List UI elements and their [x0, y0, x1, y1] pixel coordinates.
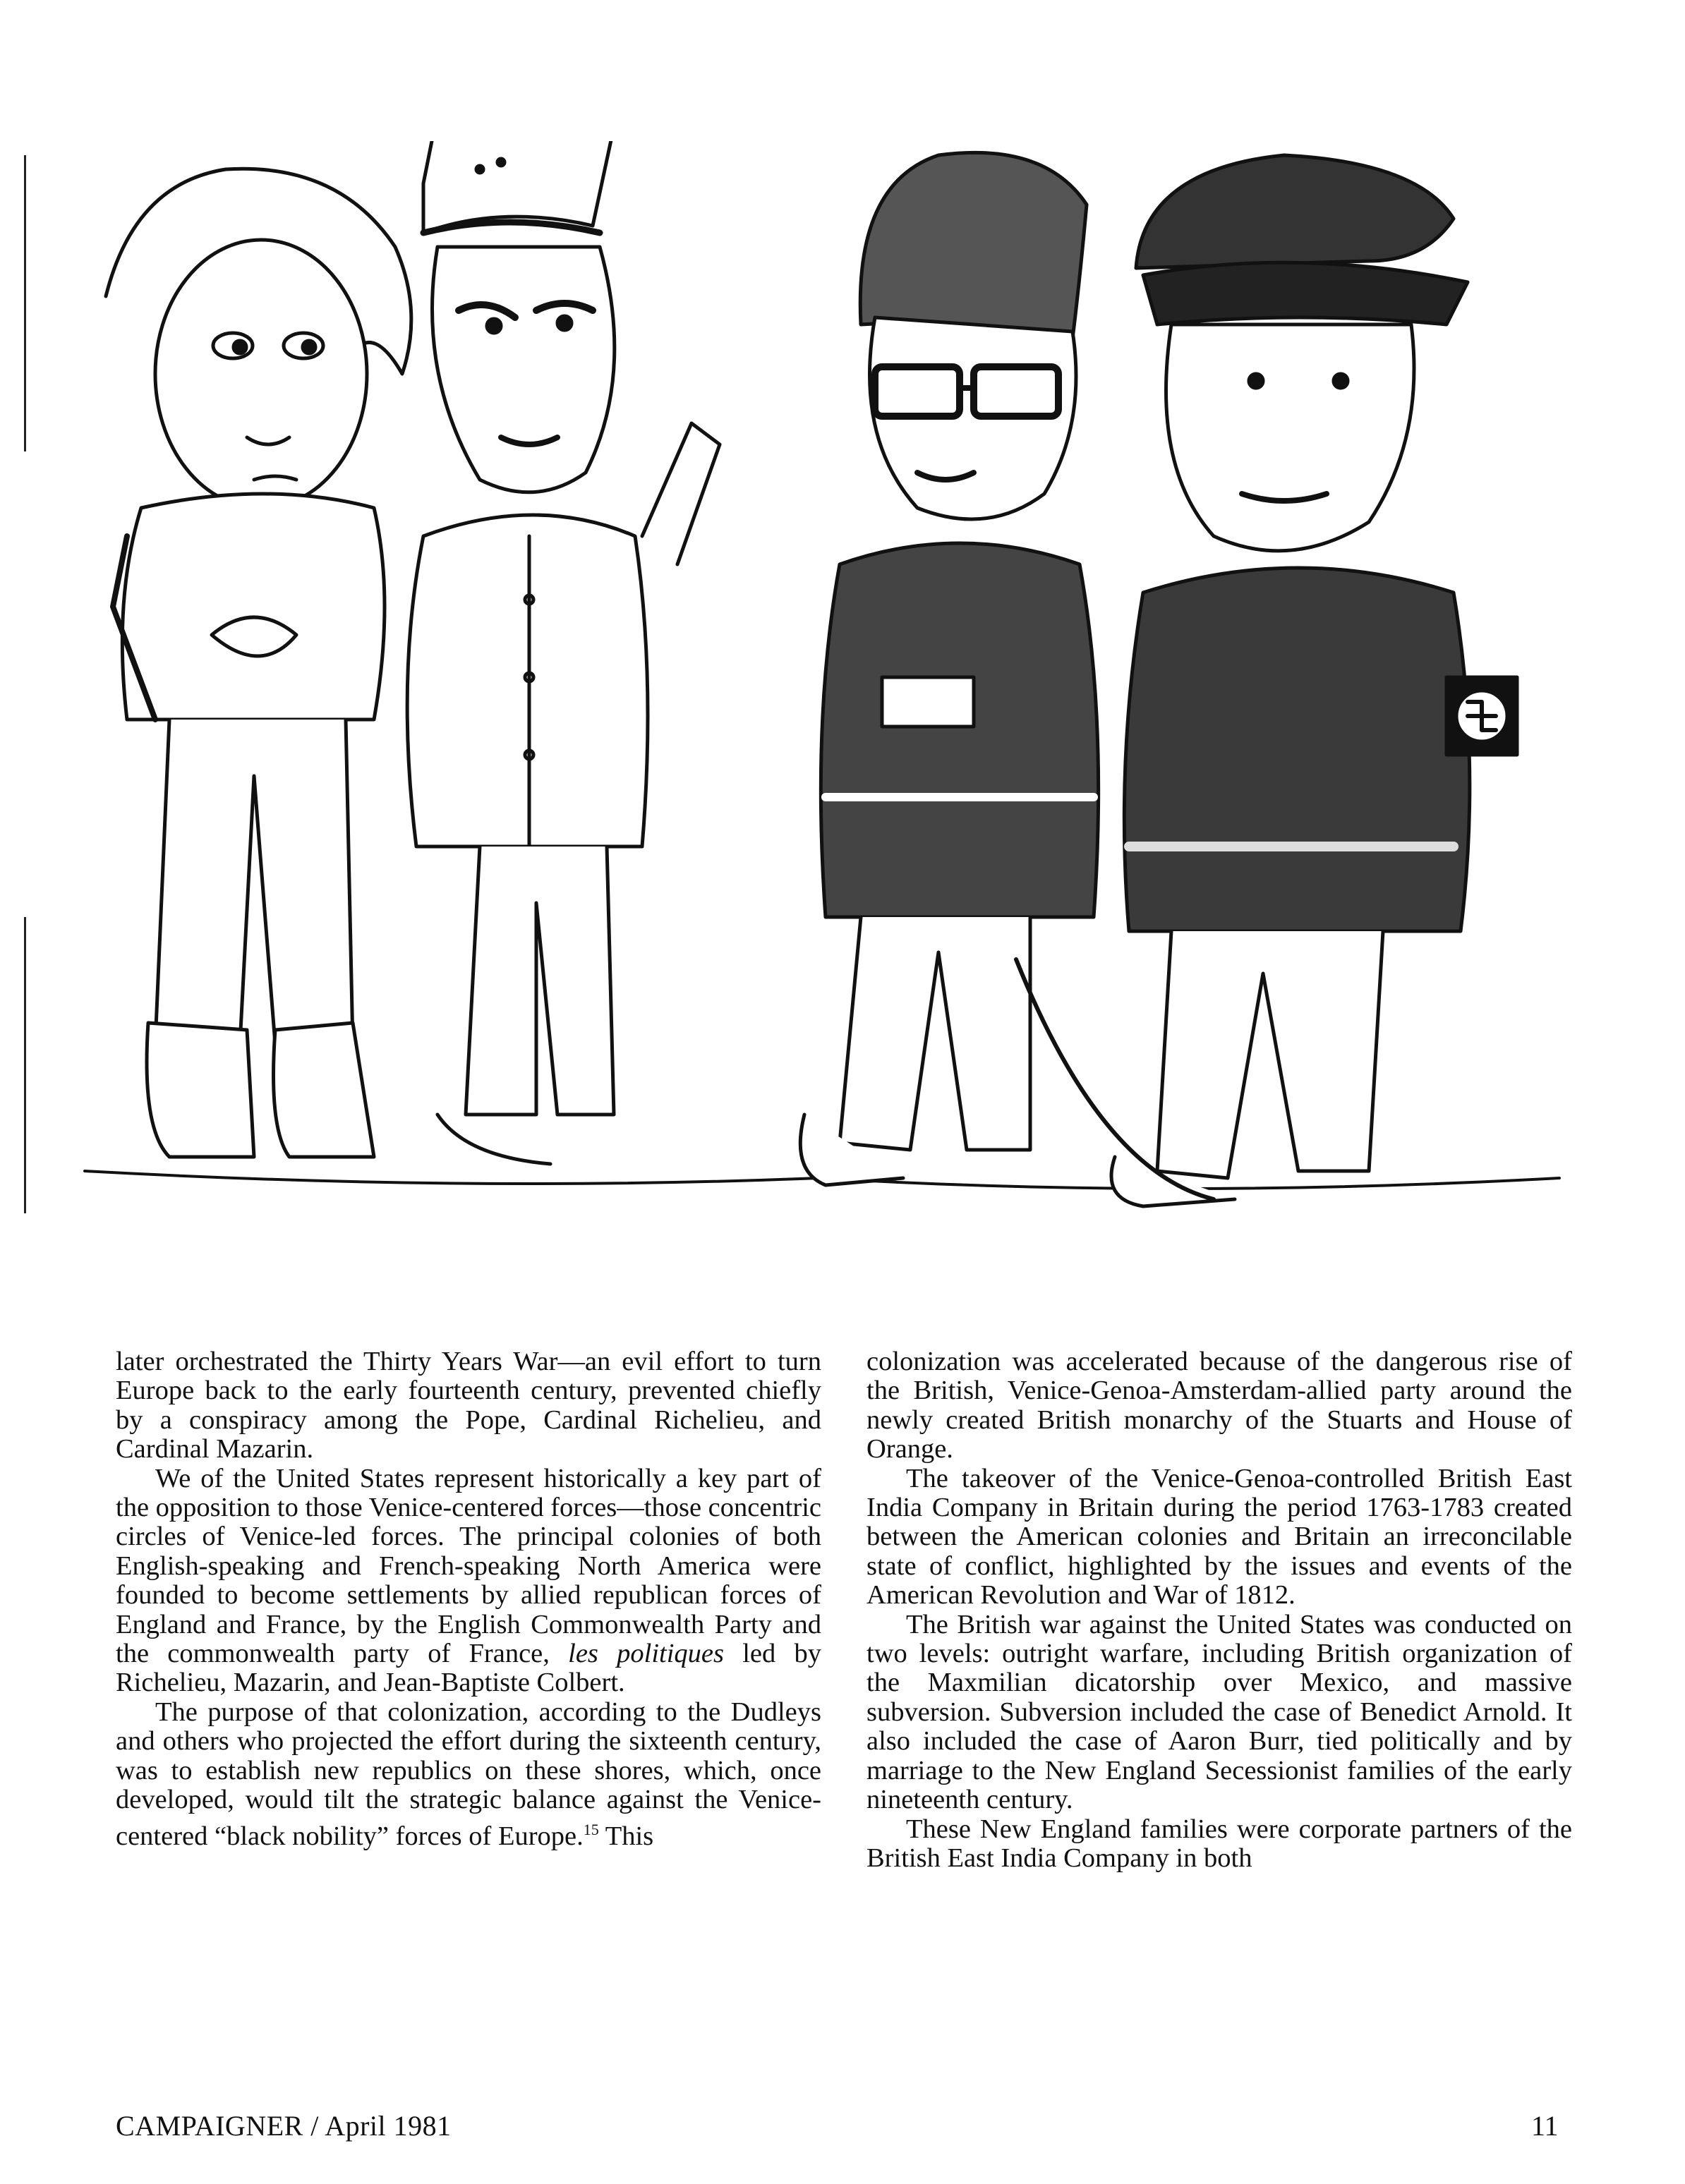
- paragraph: The British war against the United States was conducted on two levels: outright warfare, including British organization of the Maxmilian dicatorship over Mexico, and massive subversion. Subversion included the case of Benedict Arnold. It also included the case of Aaron Burr, tied politically and by marriage to the New England Secessionist families of the early nineteenth century.: [866, 1609, 1572, 1815]
- scan-margin-line: [24, 155, 26, 451]
- figure-kepi-officer: [407, 141, 720, 1164]
- footnote-marker: 15: [583, 1820, 599, 1838]
- paragraph: These New England families were corporate partners of the British East India Company in both: [866, 1814, 1572, 1873]
- italic-phrase: les politiques: [568, 1639, 724, 1669]
- caricature-illustration: [42, 141, 1602, 1312]
- figure-white-haired-man: [106, 169, 411, 1157]
- caricature-drawing: [42, 141, 1602, 1312]
- publication-footer: CAMPAIGNER / April 1981: [116, 2110, 452, 2142]
- scan-margin-line: [24, 917, 26, 1213]
- paragraph: colonization was accelerated because of the dangerous rise of the British, Venice-Genoa-Amsterdam-allied party around the newly created British monarchy of the Stuarts and House of Orange.: [866, 1347, 1572, 1464]
- article-left-column: [116, 1347, 821, 1851]
- figure-glasses-officer: [800, 152, 1098, 1185]
- article-right-column: [866, 1347, 1572, 1873]
- paragraph: We of the United States represent historically a key part of the opposition to those Venice-centered forces—those concentric circles of Venice-led forces. The principal colonies of both English-speaking and French-speaking North America were founded to become settlements by allied republican forces of England and France, by the English Commonwealth Party and the commonwealth party of France, les politiques led by Richelieu, Mazarin, and Jean-Baptiste Colbert.: [116, 1463, 822, 1698]
- page-number: 11: [1531, 2110, 1559, 2142]
- paragraph: later orchestrated the Thirty Years War—an evil effort to turn Europe back to the early fourteenth century, prevented chiefly by a conspiracy among the Pope, Cardinal Richelieu, and Cardinal Mazarin.: [116, 1347, 821, 1464]
- paragraph: The takeover of the Venice-Genoa-controlled British East India Company in Britain during the period 1763-1783 created between the American colonies and Britain an irreconcilable state of conflict, highlighted by the issues and events of the American Revolution and War of 1812.: [866, 1463, 1572, 1610]
- paragraph: The purpose of that colonization, according to the Dudleys and others who projected the effort during the sixteenth century, was to establish new republics on these shores, which, once developed, would tilt the strategic balance against the Venice-centered “black nobility” forces of Europe.$^{15}$ This: [116, 1697, 821, 1851]
